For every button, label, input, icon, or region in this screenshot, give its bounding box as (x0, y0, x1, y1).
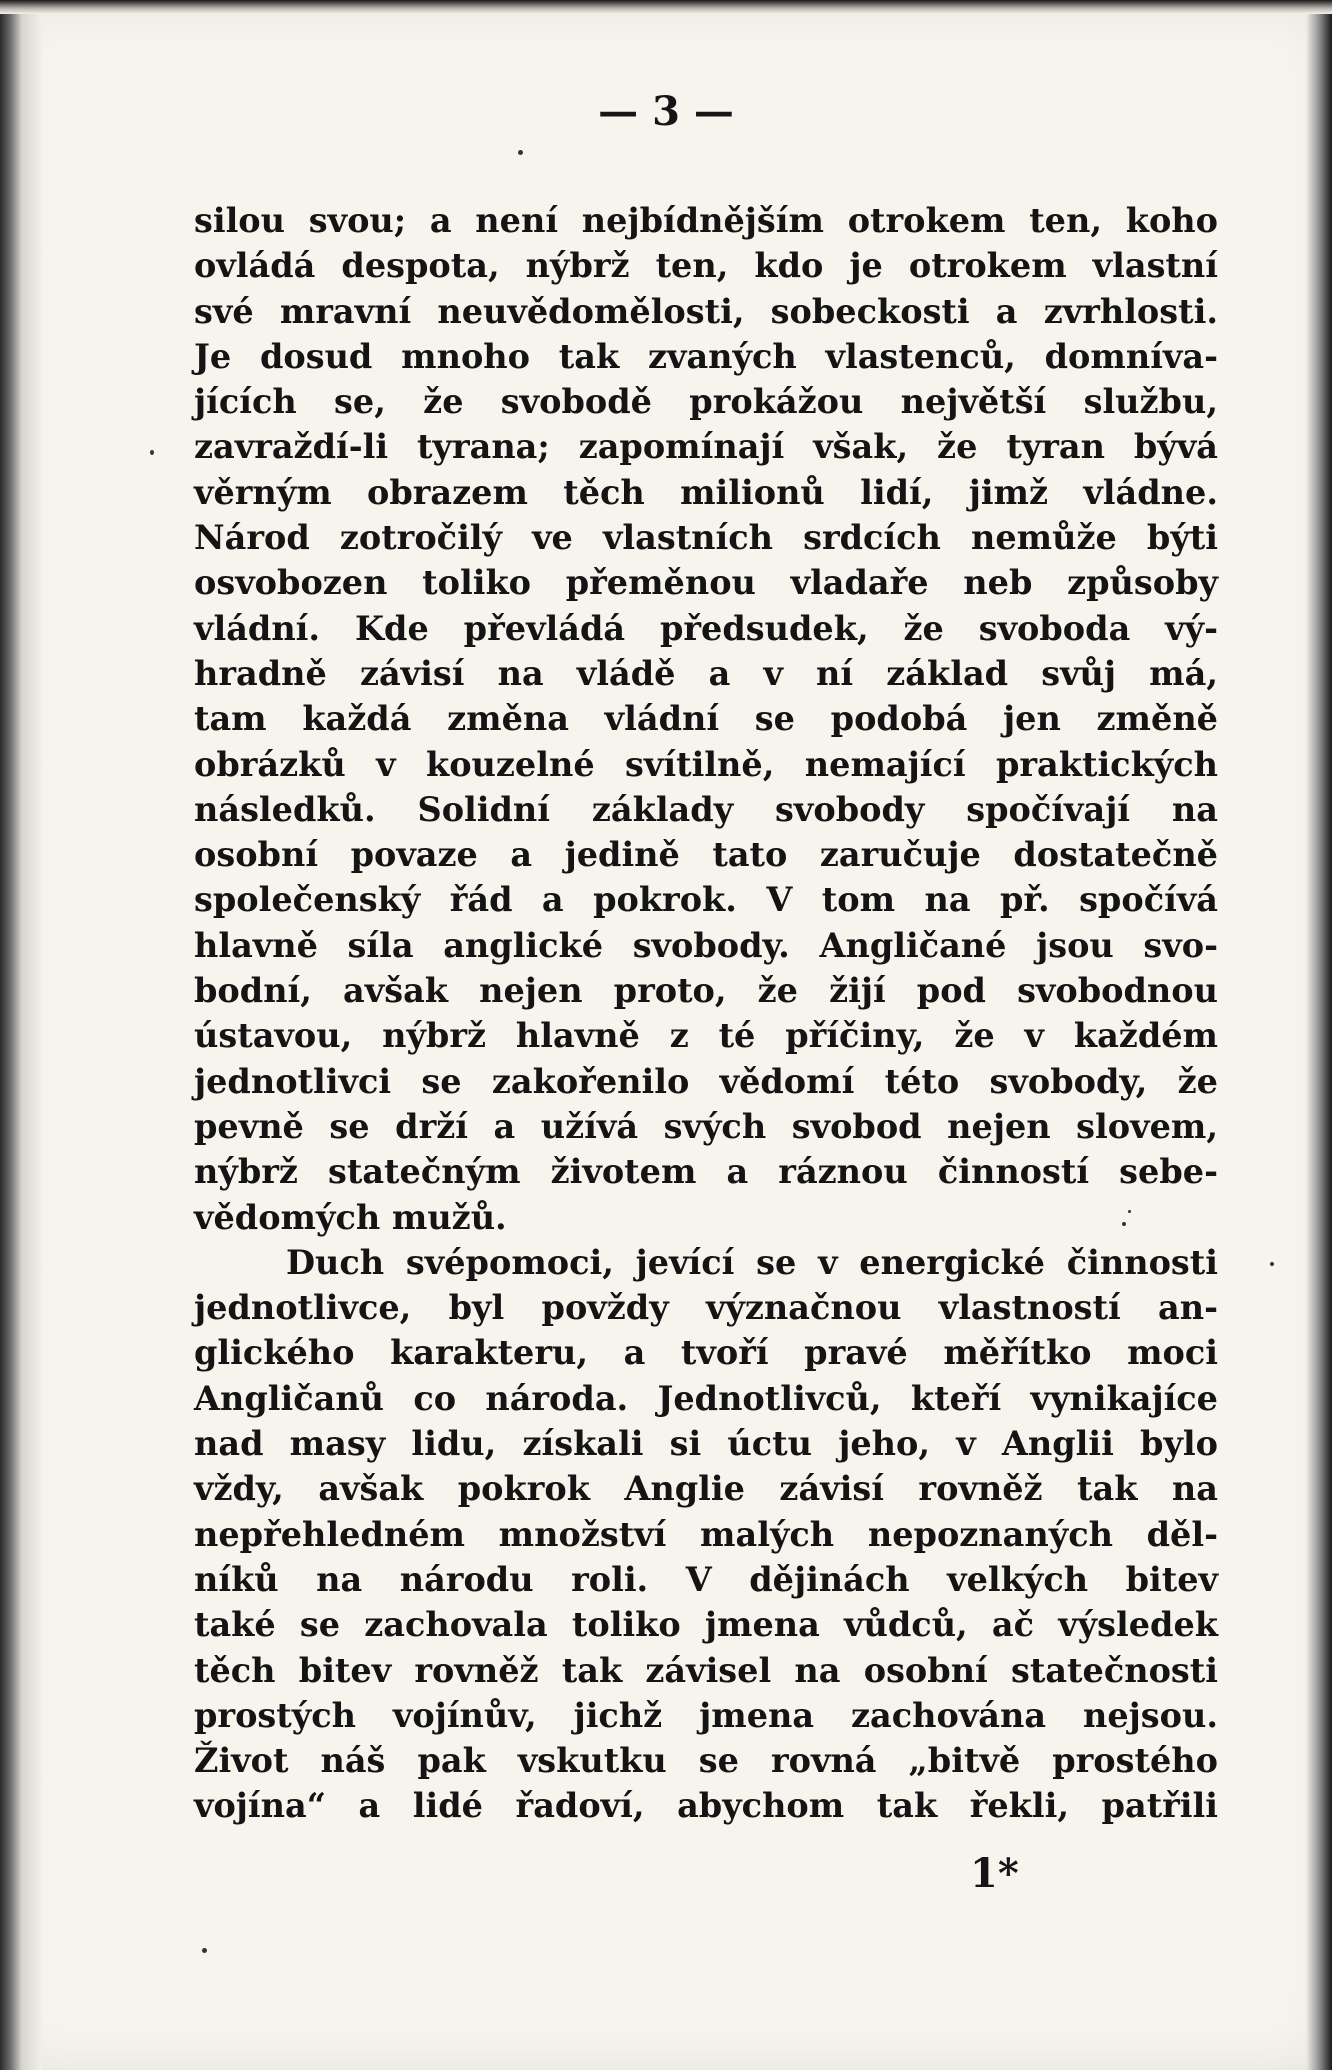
text-line: Je dosud mnoho tak zvaných vlastenců, domníva- (194, 336, 1218, 376)
text-line: pevně se drží a užívá svých svobod nejen slovem, (194, 1106, 1218, 1146)
text-line: níků na národu roli. V dějinách velkých bitev (194, 1559, 1218, 1599)
text-line: vojína“ a lidé řadoví, abychom tak řekli, patřili (194, 1786, 1218, 1826)
text-line: nepřehledném množství malých nepoznaných děl- (194, 1514, 1218, 1554)
text-line: silou svou; a není nejbídnějším otrokem ten, koho (194, 201, 1218, 240)
text-line: také se zachovala toliko jmena vůdců, ač výsledek (194, 1605, 1218, 1645)
page-number: — 3 — (598, 88, 734, 135)
text-line: ústavou, nýbrž hlavně z té příčiny, že v každém (194, 1016, 1218, 1056)
page-top-edge (0, 0, 1332, 14)
print-speck (1128, 1210, 1131, 1213)
text-line: věrným obrazem těch milionů lidí, jimž vládne. (194, 472, 1218, 512)
print-speck (1122, 1222, 1126, 1226)
print-speck (202, 1948, 207, 1953)
text-line: své mravní neuvědomělosti, sobeckosti a zvrhlosti. (194, 291, 1218, 331)
text-line: nad masy lidu, získali si úctu jeho, v Anglii bylo (194, 1424, 1218, 1464)
text-line: zavraždí-li tyrana; zapomínají však, že tyran bývá (194, 427, 1218, 467)
text-line: vždy, avšak pokrok Anglie závisí rovněž tak na (194, 1469, 1218, 1509)
text-line: tam každá změna vládní se podobá jen změně (194, 699, 1218, 739)
text-line: nýbrž statečným životem a ráznou činností sebe- (194, 1152, 1218, 1192)
body-text (194, 198, 1218, 1829)
text-line: vědomých mužů. (194, 1197, 507, 1237)
text-line: prostých vojínův, jichž jmena zachována nejsou. (194, 1695, 1218, 1735)
signature-mark: 1* (970, 1850, 1019, 1897)
text-line: Národ zotročilý ve vlastních srdcích nemůže býti (194, 518, 1218, 558)
text-line: jících se, že svobodě prokážou největší službu, (194, 382, 1218, 422)
text-line: ovládá despota, nýbrž ten, kdo je otrokem vlastní (194, 246, 1218, 286)
text-line: hradně závisí na vládě a v ní základ svůj má, (194, 653, 1218, 693)
text-line: jednotlivce, byl povždy význačnou vlastností an- (194, 1288, 1218, 1328)
text-line: vládní. Kde převládá předsudek, že svoboda vý- (194, 608, 1218, 648)
text-line: hlavně síla anglické svobody. Angličané jsou svo- (194, 925, 1218, 965)
print-speck (518, 150, 523, 155)
print-speck (150, 450, 154, 455)
text-line: Život náš pak vskutku se rovná „bitvě prostého (194, 1741, 1218, 1781)
paragraph (194, 198, 1218, 1240)
page-right-edge (1306, 0, 1332, 2070)
text-line: společenský řád a pokrok. V tom na př. spočívá (194, 880, 1218, 920)
text-line: obrázků v kouzelné svítilně, nemající praktických (194, 744, 1218, 784)
text-line: bodní, avšak nejen proto, že žijí pod svobodnou (194, 971, 1218, 1011)
text-line: Angličanů co národa. Jednotlivců, kteří vynikajíce (194, 1378, 1218, 1418)
page-left-edge (0, 0, 42, 2070)
text-line: jednotlivci se zakořenilo vědomí této svobody, že (194, 1061, 1218, 1101)
text-line: osobní povaze a jedině tato zaručuje dostatečně (194, 835, 1218, 875)
print-speck (1270, 1262, 1274, 1266)
text-line: glického karakteru, a tvoří pravé měřítko moci (194, 1333, 1218, 1373)
text-line: osvobozen toliko přeměnou vladaře neb způsoby (194, 563, 1218, 603)
text-line: následků. Solidní základy svobody spočívají na (194, 789, 1218, 829)
text-line: Duch svépomoci, jevící se v energické činnosti (286, 1242, 1218, 1282)
paragraph (194, 1240, 1218, 1829)
text-line: těch bitev rovněž tak závisel na osobní statečnosti (194, 1650, 1218, 1690)
